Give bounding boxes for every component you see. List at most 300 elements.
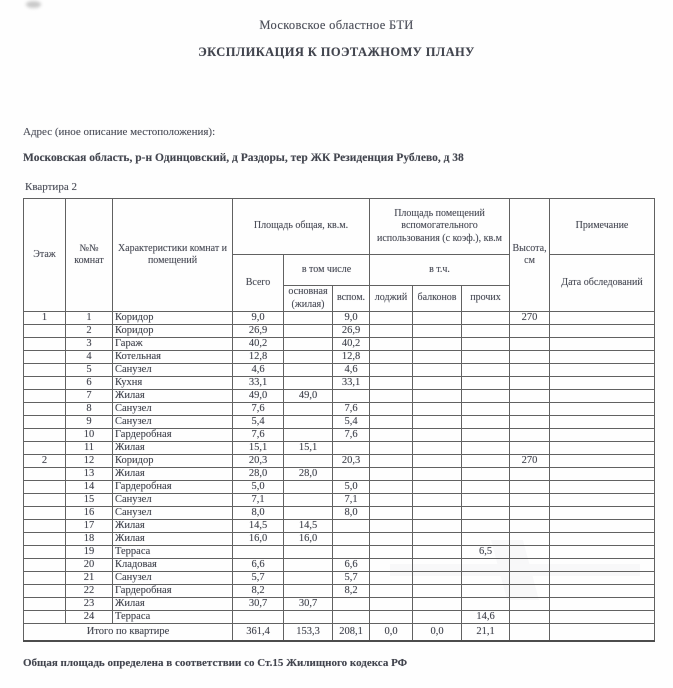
cell-room-number: 20 (66, 559, 113, 572)
cell-note (550, 585, 655, 598)
header-height: Высота, см (510, 199, 550, 312)
cell-total-area: 33,1 (233, 377, 284, 390)
cell-note (550, 520, 655, 533)
cell-loggia-area (370, 494, 413, 507)
cell-other-area: 6,5 (462, 546, 510, 559)
cell-height (510, 403, 550, 416)
cell-other-area (462, 598, 510, 611)
cell-living-area (284, 351, 333, 364)
cell-note (550, 416, 655, 429)
header-room-number: №№ комнат (66, 199, 113, 312)
cell-height (510, 585, 550, 598)
cell-other-area (462, 507, 510, 520)
cell-other-area (462, 429, 510, 442)
totals-total-area: 361,4 (233, 624, 284, 641)
cell-aux-area (333, 546, 370, 559)
cell-total-area: 16,0 (233, 533, 284, 546)
cell-note (550, 598, 655, 611)
cell-height (510, 390, 550, 403)
cell-height (510, 377, 550, 390)
cell-floor (24, 377, 66, 390)
cell-loggia-area (370, 429, 413, 442)
cell-room-name: Котельная (113, 351, 233, 364)
cell-living-area (284, 416, 333, 429)
cell-room-number: 19 (66, 546, 113, 559)
cell-height (510, 546, 550, 559)
cell-balcony-area (413, 494, 462, 507)
cell-loggia-area (370, 364, 413, 377)
cell-balcony-area (413, 598, 462, 611)
cell-other-area (462, 572, 510, 585)
cell-living-area (284, 377, 333, 390)
cell-floor (24, 390, 66, 403)
cell-note (550, 403, 655, 416)
cell-note (550, 364, 655, 377)
cell-other-area (462, 494, 510, 507)
cell-floor (24, 481, 66, 494)
cell-height (510, 572, 550, 585)
cell-floor (24, 611, 66, 624)
cell-loggia-area (370, 351, 413, 364)
header-living-area: основная (жилая) (284, 286, 333, 312)
cell-living-area (284, 481, 333, 494)
header-survey-date: Дата обследований (550, 255, 655, 312)
cell-height (510, 325, 550, 338)
header-total-area-group: Площадь общая, кв.м. (233, 199, 370, 255)
cell-balcony-area (413, 559, 462, 572)
table-row (24, 403, 655, 416)
cell-height (510, 416, 550, 429)
cell-aux-area (333, 533, 370, 546)
cell-loggia-area (370, 312, 413, 325)
cell-height (510, 364, 550, 377)
cell-room-name: Санузел (113, 507, 233, 520)
cell-height (510, 429, 550, 442)
cell-total-area: 4,6 (233, 364, 284, 377)
cell-height (510, 494, 550, 507)
cell-total-area: 7,6 (233, 429, 284, 442)
cell-loggia-area (370, 598, 413, 611)
cell-loggia-area (370, 416, 413, 429)
cell-aux-area: 9,0 (333, 312, 370, 325)
cell-living-area (284, 338, 333, 351)
cell-note (550, 481, 655, 494)
cell-loggia-area (370, 572, 413, 585)
organization-name: Московское областное БТИ (259, 18, 414, 32)
cell-height (510, 338, 550, 351)
cell-total-area: 6,6 (233, 559, 284, 572)
cell-height (510, 559, 550, 572)
cell-floor (24, 416, 66, 429)
cell-floor (24, 338, 66, 351)
cell-total-area: 28,0 (233, 468, 284, 481)
cell-floor (24, 351, 66, 364)
cell-note (550, 455, 655, 468)
cell-loggia-area (370, 546, 413, 559)
table-row (24, 585, 655, 598)
cell-other-area (462, 585, 510, 598)
totals-note (550, 624, 655, 641)
cell-balcony-area (413, 325, 462, 338)
cell-note (550, 468, 655, 481)
cell-living-area (284, 585, 333, 598)
cell-note (550, 559, 655, 572)
cell-floor: 2 (24, 455, 66, 468)
cell-balcony-area (413, 481, 462, 494)
cell-room-name: Гардеробная (113, 481, 233, 494)
cell-room-name: Санузел (113, 364, 233, 377)
cell-other-area (462, 338, 510, 351)
cell-total-area: 8,2 (233, 585, 284, 598)
cell-living-area: 28,0 (284, 468, 333, 481)
totals-living-area: 153,3 (284, 624, 333, 641)
cell-loggia-area (370, 507, 413, 520)
cell-room-name: Санузел (113, 494, 233, 507)
cell-height (510, 533, 550, 546)
scan-artifact-smudge (26, 1, 41, 8)
table-header (24, 199, 655, 312)
table-row (24, 559, 655, 572)
header-floor: Этаж (24, 199, 66, 312)
cell-total-area: 49,0 (233, 390, 284, 403)
cell-room-number: 22 (66, 585, 113, 598)
cell-aux-area (333, 468, 370, 481)
cell-aux-area: 8,0 (333, 507, 370, 520)
cell-room-name: Жилая (113, 520, 233, 533)
cell-balcony-area (413, 611, 462, 624)
cell-other-area (462, 377, 510, 390)
cell-floor (24, 364, 66, 377)
cell-total-area: 15,1 (233, 442, 284, 455)
header-note: Примечание (550, 199, 655, 255)
cell-balcony-area (413, 546, 462, 559)
table-row (24, 520, 655, 533)
cell-note (550, 312, 655, 325)
cell-total-area: 30,7 (233, 598, 284, 611)
footer-note: Общая площадь определена в соответствии со Ст.15 Жилищного кодекса РФ (23, 657, 408, 669)
cell-balcony-area (413, 338, 462, 351)
table-row (24, 481, 655, 494)
cell-room-name: Жилая (113, 598, 233, 611)
cell-room-name: Жилая (113, 442, 233, 455)
cell-other-area: 14,6 (462, 611, 510, 624)
cell-room-name: Коридор (113, 455, 233, 468)
cell-height (510, 507, 550, 520)
table-row (24, 572, 655, 585)
cell-aux-area: 12,8 (333, 351, 370, 364)
cell-aux-area: 5,4 (333, 416, 370, 429)
cell-height (510, 481, 550, 494)
cell-floor (24, 559, 66, 572)
cell-total-area: 7,6 (233, 403, 284, 416)
cell-note (550, 377, 655, 390)
cell-other-area (462, 442, 510, 455)
header-aux-area-group: Площадь помещений вспомогательного использования (с коэф.), кв.м (370, 199, 510, 255)
cell-total-area: 14,5 (233, 520, 284, 533)
table-row (24, 533, 655, 546)
header-including-short: в т.ч. (370, 255, 510, 286)
cell-other-area (462, 468, 510, 481)
table-row (24, 507, 655, 520)
table-row (24, 390, 655, 403)
cell-aux-area: 8,2 (333, 585, 370, 598)
cell-note (550, 351, 655, 364)
header-including: в том числе (284, 255, 370, 286)
cell-room-number: 13 (66, 468, 113, 481)
cell-aux-area (333, 442, 370, 455)
cell-room-name: Терраса (113, 546, 233, 559)
cell-room-number: 1 (66, 312, 113, 325)
cell-balcony-area (413, 377, 462, 390)
cell-balcony-area (413, 429, 462, 442)
cell-room-name: Гардеробная (113, 429, 233, 442)
cell-note (550, 429, 655, 442)
cell-loggia-area (370, 585, 413, 598)
table-row (24, 312, 655, 325)
cell-living-area: 16,0 (284, 533, 333, 546)
totals-aux-area: 208,1 (333, 624, 370, 641)
cell-room-number: 7 (66, 390, 113, 403)
cell-balcony-area (413, 351, 462, 364)
cell-height (510, 351, 550, 364)
cell-room-name: Жилая (113, 390, 233, 403)
header-balconies: балконов (413, 286, 462, 312)
cell-floor (24, 468, 66, 481)
cell-floor (24, 520, 66, 533)
cell-room-number: 6 (66, 377, 113, 390)
cell-room-number: 15 (66, 494, 113, 507)
cell-floor (24, 325, 66, 338)
cell-living-area (284, 559, 333, 572)
cell-living-area (284, 429, 333, 442)
cell-room-number: 11 (66, 442, 113, 455)
table-row (24, 455, 655, 468)
cell-room-number: 3 (66, 338, 113, 351)
cell-note (550, 546, 655, 559)
cell-other-area (462, 351, 510, 364)
cell-height (510, 442, 550, 455)
cell-height (510, 598, 550, 611)
cell-loggia-area (370, 338, 413, 351)
cell-loggia-area (370, 520, 413, 533)
cell-room-number: 24 (66, 611, 113, 624)
cell-balcony-area (413, 403, 462, 416)
address-value: Московская область, р-н Одинцовский, д Раздоры, тер ЖК Резиденция Рублево, д 38 (23, 152, 464, 164)
cell-height (510, 520, 550, 533)
cell-living-area (284, 325, 333, 338)
cell-other-area (462, 403, 510, 416)
cell-aux-area: 6,6 (333, 559, 370, 572)
cell-balcony-area (413, 533, 462, 546)
cell-living-area (284, 455, 333, 468)
cell-aux-area: 7,6 (333, 429, 370, 442)
cell-loggia-area (370, 390, 413, 403)
cell-room-number: 18 (66, 533, 113, 546)
cell-living-area: 30,7 (284, 598, 333, 611)
cell-aux-area: 20,3 (333, 455, 370, 468)
cell-room-name: Коридор (113, 312, 233, 325)
cell-aux-area: 4,6 (333, 364, 370, 377)
cell-room-name: Гардеробная (113, 585, 233, 598)
table-row (24, 377, 655, 390)
totals-other-area: 21,1 (462, 624, 510, 641)
header-loggias: лоджий (370, 286, 413, 312)
cell-living-area (284, 494, 333, 507)
table-row (24, 325, 655, 338)
table-row (24, 429, 655, 442)
cell-other-area (462, 533, 510, 546)
cell-living-area (284, 507, 333, 520)
cell-aux-area: 26,9 (333, 325, 370, 338)
cell-height (510, 468, 550, 481)
cell-room-name: Санузел (113, 416, 233, 429)
cell-total-area: 5,0 (233, 481, 284, 494)
cell-balcony-area (413, 390, 462, 403)
cell-total-area: 40,2 (233, 338, 284, 351)
cell-floor (24, 585, 66, 598)
table-row (24, 468, 655, 481)
totals-row (24, 624, 655, 641)
cell-aux-area (333, 598, 370, 611)
cell-other-area (462, 520, 510, 533)
cell-balcony-area (413, 468, 462, 481)
explication-table (23, 198, 655, 642)
cell-room-name: Кладовая (113, 559, 233, 572)
cell-aux-area: 33,1 (333, 377, 370, 390)
cell-balcony-area (413, 572, 462, 585)
cell-note (550, 611, 655, 624)
cell-note (550, 390, 655, 403)
cell-loggia-area (370, 442, 413, 455)
cell-balcony-area (413, 520, 462, 533)
cell-aux-area: 5,0 (333, 481, 370, 494)
totals-height (510, 624, 550, 641)
cell-room-number: 21 (66, 572, 113, 585)
cell-floor (24, 533, 66, 546)
cell-total-area (233, 546, 284, 559)
cell-living-area (284, 364, 333, 377)
cell-room-number: 2 (66, 325, 113, 338)
totals-balcony-area: 0,0 (413, 624, 462, 641)
cell-room-number: 5 (66, 364, 113, 377)
cell-balcony-area (413, 416, 462, 429)
cell-room-name: Жилая (113, 468, 233, 481)
cell-balcony-area (413, 364, 462, 377)
cell-room-number: 17 (66, 520, 113, 533)
cell-floor (24, 572, 66, 585)
cell-living-area (284, 403, 333, 416)
totals-loggia-area: 0,0 (370, 624, 413, 641)
cell-room-number: 9 (66, 416, 113, 429)
cell-living-area (284, 611, 333, 624)
cell-balcony-area (413, 455, 462, 468)
cell-room-number: 23 (66, 598, 113, 611)
cell-room-number: 10 (66, 429, 113, 442)
cell-loggia-area (370, 468, 413, 481)
header-others: прочих (462, 286, 510, 312)
cell-loggia-area (370, 559, 413, 572)
cell-living-area (284, 546, 333, 559)
cell-aux-area (333, 520, 370, 533)
cell-other-area (462, 455, 510, 468)
cell-note (550, 442, 655, 455)
cell-room-name: Терраса (113, 611, 233, 624)
cell-total-area: 9,0 (233, 312, 284, 325)
cell-aux-area: 40,2 (333, 338, 370, 351)
cell-aux-area: 7,1 (333, 494, 370, 507)
cell-room-number: 12 (66, 455, 113, 468)
address-label: Адрес (иное описание местоположения): (23, 126, 216, 138)
cell-total-area: 5,7 (233, 572, 284, 585)
cell-aux-area: 5,7 (333, 572, 370, 585)
cell-room-name: Жилая (113, 533, 233, 546)
cell-balcony-area (413, 585, 462, 598)
apartment-label: Квартира 2 (25, 181, 77, 193)
cell-room-number: 8 (66, 403, 113, 416)
table-row (24, 598, 655, 611)
header-total: Всего (233, 255, 284, 312)
table-row (24, 611, 655, 624)
cell-other-area (462, 364, 510, 377)
cell-total-area: 5,4 (233, 416, 284, 429)
table-row (24, 351, 655, 364)
cell-aux-area: 7,6 (333, 403, 370, 416)
cell-total-area: 8,0 (233, 507, 284, 520)
cell-room-number: 14 (66, 481, 113, 494)
cell-height: 270 (510, 455, 550, 468)
cell-other-area (462, 559, 510, 572)
cell-total-area: 20,3 (233, 455, 284, 468)
cell-note (550, 494, 655, 507)
header-aux: вспом. (333, 286, 370, 312)
cell-loggia-area (370, 325, 413, 338)
cell-loggia-area (370, 403, 413, 416)
cell-height: 270 (510, 312, 550, 325)
cell-room-number: 16 (66, 507, 113, 520)
table-row (24, 416, 655, 429)
document-title: ЭКСПЛИКАЦИЯ К ПОЭТАЖНОМУ ПЛАНУ (198, 45, 475, 59)
header-characteristics: Характеристики комнат и помещений (113, 199, 233, 312)
cell-other-area (462, 390, 510, 403)
table-row (24, 364, 655, 377)
table-row (24, 338, 655, 351)
table-row (24, 546, 655, 559)
cell-total-area: 12,8 (233, 351, 284, 364)
totals-label: Итого по квартире (24, 624, 233, 641)
cell-floor: 1 (24, 312, 66, 325)
cell-floor (24, 429, 66, 442)
cell-other-area (462, 416, 510, 429)
cell-room-name: Гараж (113, 338, 233, 351)
cell-floor (24, 442, 66, 455)
cell-balcony-area (413, 507, 462, 520)
cell-balcony-area (413, 442, 462, 455)
cell-room-name: Кухня (113, 377, 233, 390)
cell-floor (24, 494, 66, 507)
table-row (24, 494, 655, 507)
cell-living-area: 49,0 (284, 390, 333, 403)
cell-other-area (462, 312, 510, 325)
table-row (24, 442, 655, 455)
cell-other-area (462, 325, 510, 338)
cell-total-area (233, 611, 284, 624)
cell-height (510, 611, 550, 624)
cell-floor (24, 507, 66, 520)
cell-floor (24, 598, 66, 611)
cell-aux-area (333, 611, 370, 624)
cell-total-area: 26,9 (233, 325, 284, 338)
cell-loggia-area (370, 377, 413, 390)
